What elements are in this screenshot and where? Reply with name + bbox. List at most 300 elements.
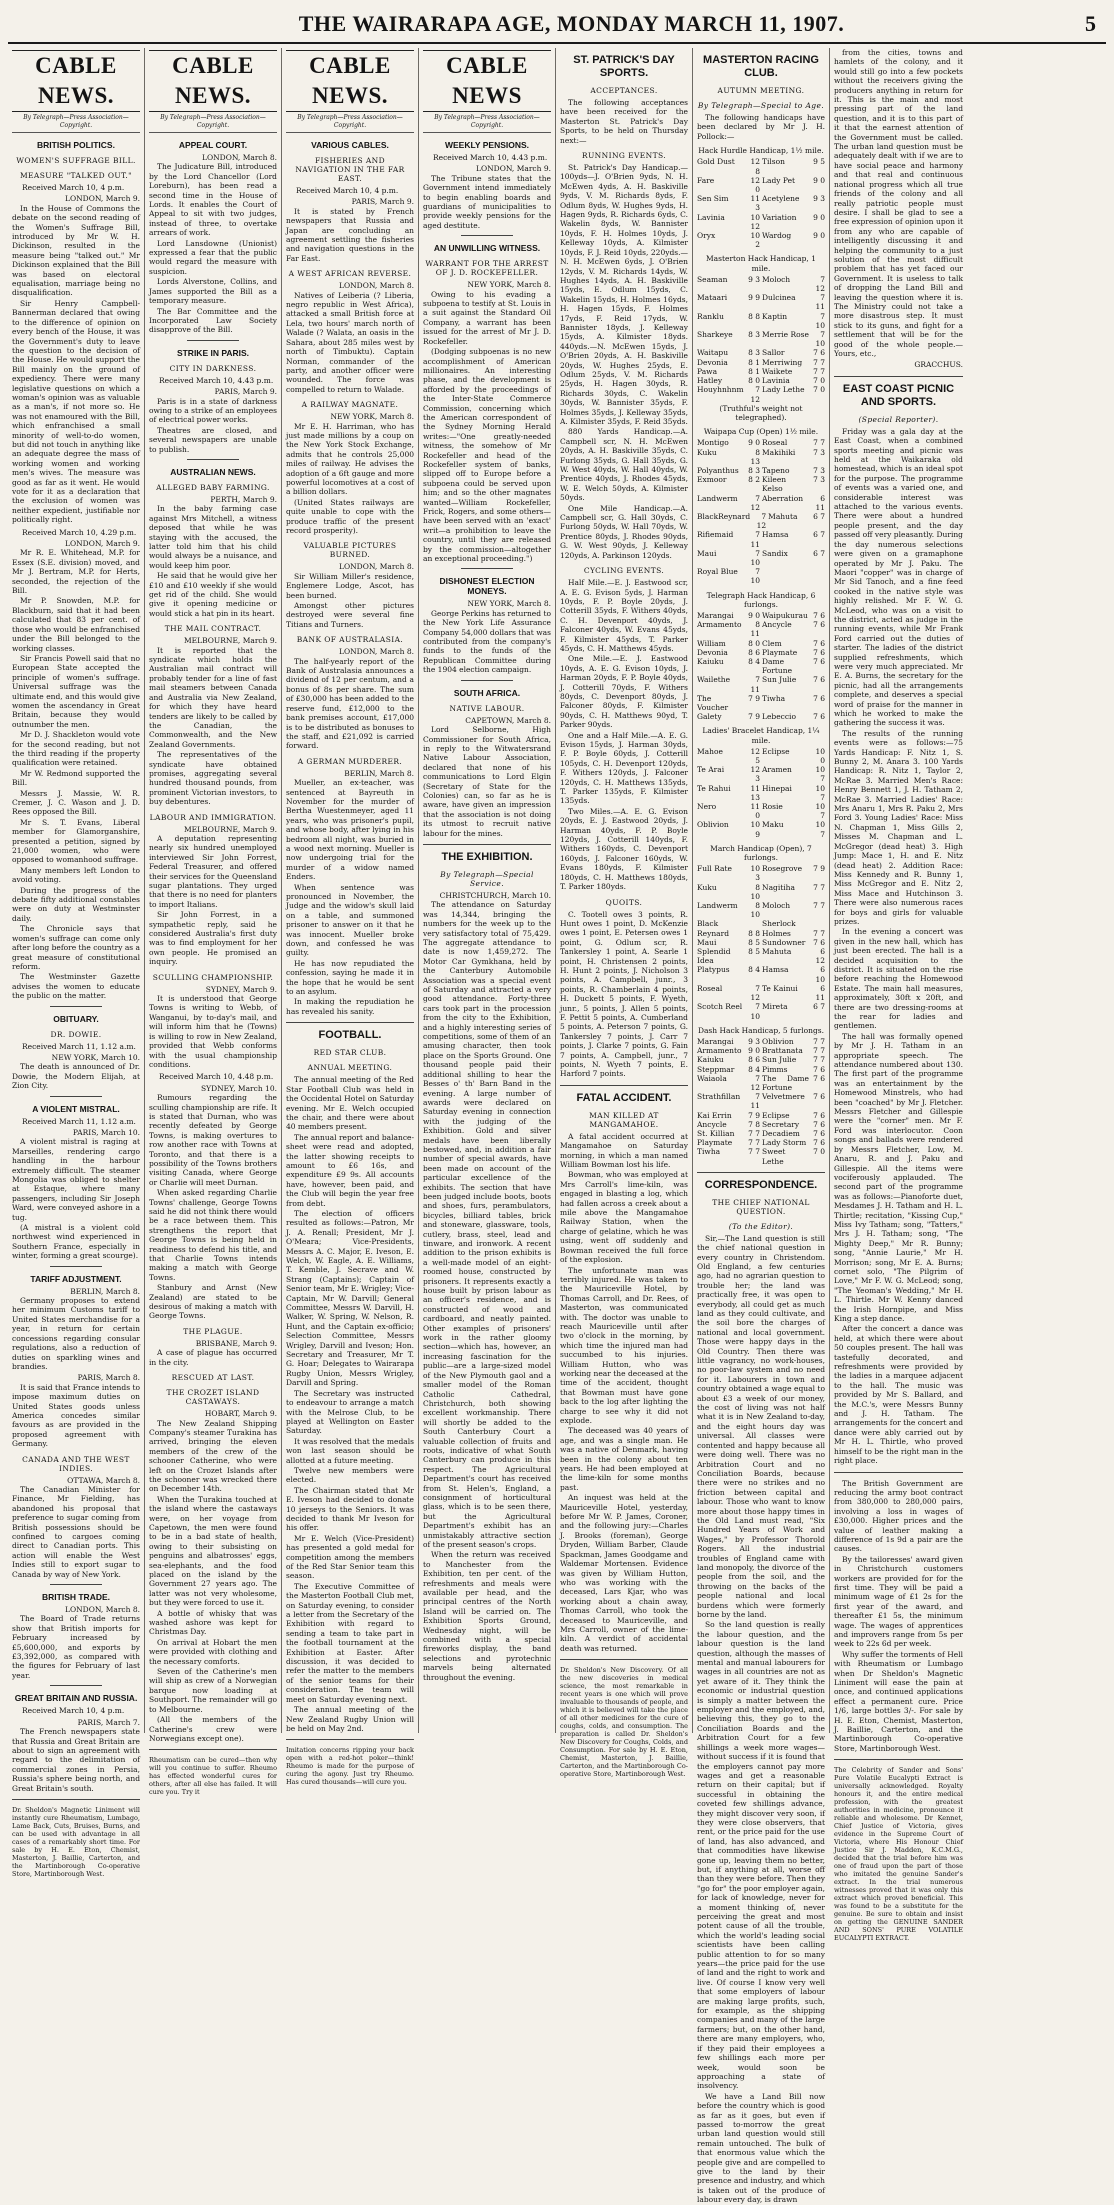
horse-name: Lavinia xyxy=(697,212,725,222)
handicap-weight: 9 0 xyxy=(748,610,760,620)
handicap-weight: 8 3 xyxy=(748,330,760,340)
handicap-weight: 7 11 xyxy=(750,530,760,549)
table-row xyxy=(697,1055,825,1064)
handicap-weight: 7 6 xyxy=(813,647,825,657)
handicap-weight: 7 12 xyxy=(750,385,760,404)
dateline: CHRISTCHURCH, March 10. xyxy=(439,890,551,900)
dateline: LONDON, March 8. xyxy=(64,1605,140,1615)
paragraph: Mr R. E. Whitehead, M.P. for Essex (S.E. division) moved, and Mr J. Bertram, M.P. for Herts, seconded, the rejection of the Bill. xyxy=(12,548,140,596)
handicap-weight: 7 7 xyxy=(813,882,825,892)
handicap-weight: 11 0 xyxy=(750,802,760,821)
table-row xyxy=(697,1046,825,1055)
handicap-weight: 6 7 xyxy=(813,530,825,540)
table-body xyxy=(697,157,825,249)
subheading: VALUABLE PICTURES BURNED. xyxy=(303,541,397,560)
subheading: LABOUR AND IMMIGRATION. xyxy=(149,812,277,822)
horse-name: Marangai xyxy=(697,610,734,620)
section-title: TARIFF ADJUSTMENT. xyxy=(30,1273,122,1284)
table-row xyxy=(697,747,825,765)
horse-name: Kaiuku xyxy=(697,1055,724,1065)
dateline: MELBOURNE, March 9. xyxy=(183,636,277,646)
handicap-weight: 9 0 xyxy=(813,212,825,222)
paragraph: The results of the running events were as follows:—75 Yards Handicap: F. Nitz 1, S. Bunny 2, M. Anara 3. 100 Yards Handicap: R. Nitz 1, Taylor 2, McRae 3. Married Men's Race: Henry Bennett 1, J. H. Tatham 2, McRae 3. Married Ladies' Race: Mrs Anaru 1, Mrs R. Paku 2, Mrs Ford 3. Young Ladies' Race: Miss N. Chapman 1, Miss Gills 2, Misses M. Chapman and L. McGregor (dead heat) 3. High Jump: Mace 1, H. and E. Nitz (dead heat) 2. Addition Race: Miss Kennedy and R. Bunny 1, Miss McGregor and E. Nitz 2, Miss Mace and Hutchinson 3. There were also numerous races for boys and girls for valuable prizes. xyxy=(834,728,963,926)
table-row xyxy=(697,1138,825,1147)
horse-name: Waiaola xyxy=(697,1073,727,1083)
paragraph: Germany proposes to extend her minimum Customs tariff to United States merchandise for a year, in return for certain concessions regarding consular regulations, also a reduction of duties on sparkling wines and brandies. xyxy=(12,1296,140,1371)
paragraph: Mueller, an ex-teacher, was sentenced at Bayreuth in November for the murder of Bertha Wuestenmeyer, aged 11 years, who was prisoner's pupil, and whose body, after lying in his bedroom all night, was buried in a wood next morning. Mueller is now undergoing trial for the murder of a widow named Enders. xyxy=(286,778,414,882)
table-heading: Hack Hurdle Handicap, 1½ mile. xyxy=(698,146,824,156)
handicap-weight: 8 11 xyxy=(750,620,760,639)
horse-name: Ancycle xyxy=(762,620,792,630)
horse-name: Brattanata xyxy=(762,1046,803,1056)
paragraph: A violent mistral is raging at Marseilles, rendering cargo handling in the harbour extremely difficult. The steamer Mongolia was obliged to shelter at Estaque, where many passengers, including Sir Joseph Ward, were conveyed ashore in a tug. xyxy=(12,1137,140,1222)
table-row xyxy=(697,1037,825,1046)
handicap-weight: 9 3 xyxy=(748,274,760,284)
dateline: PARIS, March 9. xyxy=(214,387,277,397)
dateline: BERLIN, March 8. xyxy=(344,768,414,778)
table-row xyxy=(697,448,825,466)
section-title: CORRESPONDENCE. xyxy=(704,1178,818,1191)
horse-name: The Dame Fortune xyxy=(762,1073,809,1092)
paragraph: The Judicature Bill, introduced by the Lord Chancellor (Lord Loreburn), has been read a second time in the House of Lords. It enables the Court of Appeal to sit with two judges, instead of three, to overtake arrears of work. xyxy=(149,162,277,238)
subheading: RED STAR CLUB. xyxy=(313,1048,387,1058)
handicap-weight: 8 10 xyxy=(750,882,760,901)
paragraph: Mr W. Redmond supported the Bill. xyxy=(12,768,140,788)
horse-name: Black xyxy=(697,919,719,929)
dateline: LONDON, March 9. xyxy=(64,539,140,549)
dateline: NEW YORK, March 8. xyxy=(467,599,551,609)
column-7 xyxy=(830,48,967,1943)
table-row xyxy=(697,675,825,693)
horse-name: Rosie xyxy=(762,802,783,812)
divider xyxy=(834,1472,963,1473)
horse-name: Marangai xyxy=(697,1036,734,1046)
table-row xyxy=(697,213,825,231)
paragraph: 880 Yards Handicap.—A. Campbell scr, N. H. McEwen 20yds, A. H. Baskiville 35yds, C. Furlong 35yds, G. Hall 35yds, G. W. West 40yds, W. Hall 40yds, W. Prentice 40yds, J. Rhodes 45yds, W. E. Welch 50yds, A. Kilmister 50yds. xyxy=(560,427,688,503)
horse-name: Dame Fortune xyxy=(762,656,793,676)
paragraph: Bowman, who was employed at Mrs Carroll's lime-kiln, was engaged in blasting a log, which had fallen across a creek about a mile above the Mangamahoe Railway Station, when the charge of gelatine, which he was using, went off suddenly and Bowman received the full force of the explosion. xyxy=(560,1170,688,1265)
handicap-weight: 7 7 xyxy=(813,1055,825,1065)
handicap-weight: 8 5 xyxy=(748,937,760,947)
received-line: Received March 10, 4 p.m. xyxy=(22,183,125,192)
section-title: FOOTBALL. xyxy=(318,1029,382,1042)
paragraph: The election of officers resulted as follows:—Patron, Mr J. A. Renall; President, Mr J. O'Meara; Vice-Presidents, Messrs A. C. Major, E. Iveson, E. Welch, W. Eagle, A. E. Williams, T. Kemble, J. Secrave and W. Strang (Captains); Captain of Senior team, Mr E. Wrigley; Vice-Captain, Mr W. Darvill; General Committee, Messrs W. Darvill, H. Walker, W. Spring, W. Nelson, R. Hunt, and the Captain ex-officio; Selection Committee, Messrs Wrigley, Darvill and Iveson; Hon. Secretary and Treasurer, Mr T. G. Hoar; Delegates to Wairarapa Rugby Union, Messrs Wrigley, Darvill and Spring. xyxy=(286,1208,414,1388)
divider xyxy=(50,1266,101,1267)
paragraph: The unfortunate man was terribly injured. He was taken to the Mauriceville Hotel, by Thomas Carroll, and Dr. Rees, of Masterton, was communicated with. The doctor was unable to reach Mauriceville until after two o'clock in the morning, by which time the injured man had succumbed to his injuries. William Hutton, who was working near the deceased at the time of the accident, thought that Bowman must have gone back to the log after lighting the charge to see why it did not explode. xyxy=(560,1265,688,1425)
table-row xyxy=(697,466,825,475)
subheading: THE PLAGUE. xyxy=(183,1326,243,1336)
paragraph: Mr D. J. Shackleton would vote for the second reading, but not the third reading if the property qualification were retained. xyxy=(12,730,140,768)
table-heading: Masterton Hack Handicap, 1 mile. xyxy=(706,254,816,273)
subheading: A GERMAN MURDERER. xyxy=(297,756,403,766)
horse-name: Holmes xyxy=(762,928,791,938)
horse-name: Kai Errin xyxy=(697,1110,732,1120)
paragraph: Why suffer the torments of Hell with Rheumatism or Lumbago when Dr Sheldon's Magnetic Liniment will ease the pain at once, and continued applications effect a permanent cure. Price 1/6, large bottles 3/-. For sale by H. E. Eton, Chemist, Masterton, J. Baillie, Carterton, and the Martinborough Co-operative Store, Martinborough West. xyxy=(834,1649,963,1753)
masthead-title: THE WAIRARAPA AGE, MONDAY MARCH 11, 1907. xyxy=(298,11,845,36)
divider xyxy=(286,1739,414,1740)
paragraph: When sentence was pronounced in November, the Judge and the widow's skull laid on a table, and summoned prisoner to answer on it that he was innocent. Mueller broke down, and confessed he was guilty. xyxy=(286,882,414,958)
handicap-weight: 7 6 xyxy=(813,675,825,685)
paragraph: The Bar Committee and the Incorporated Law Society disapprove of the Bill. xyxy=(149,306,277,335)
table-heading: March Handicap (Open), 7 furlongs. xyxy=(710,843,812,863)
horse-name: Oryx xyxy=(697,231,716,241)
paragraph: Sir John Forrest, in a sympathetic reply, said he considered Australia's first duty was to find employment for her own people. He promised an inquiry. xyxy=(149,910,277,967)
received-line: Received March 10, 4 p.m. xyxy=(296,186,399,195)
section-title: OBITUARY. xyxy=(53,1013,99,1024)
dateline: NEW YORK, March 8. xyxy=(330,412,414,422)
horse-name: Strathfillan xyxy=(697,1092,741,1102)
table-row xyxy=(697,157,825,175)
handicap-weight: 7 11 xyxy=(815,293,825,312)
cable-news-heading: CABLE NEWS. xyxy=(286,50,414,112)
horse-name: Te Kainui xyxy=(762,983,798,993)
table-row xyxy=(697,348,825,357)
table-row xyxy=(697,947,825,965)
signature: GRACCHUS. xyxy=(914,360,963,370)
paragraph: The Board of Trade returns show that British imports for February increased by £5,600,000, and exports by £3,392,000, as compared with the figures for February of last year. xyxy=(12,1614,140,1680)
horse-name: Landwerm xyxy=(697,493,738,503)
advertisement: Dr. Sheldon's New Discovery. Of all the new discoveries in medical science, the most remarkable in recent years is one which will prove invaluable to thousands of people, and which it is believed will take the place of all other medicines for the cure of coughs, colds, and consumption. The preparation is called Dr. Sheldon's New Discovery for Coughs, Colds, and Consumption. For sale by H. E. Eton, Chemist, Masterton, J. Baillie, Carterton, and the Martinborough Co-operative Store, Martinborough West. xyxy=(560,1666,688,1779)
column-6 xyxy=(693,48,830,2205)
section-title: AN UNWILLING WITNESS. xyxy=(433,243,541,254)
handicap-weight: 6 11 xyxy=(815,983,825,1003)
section-title: VARIOUS CABLES. xyxy=(311,140,389,150)
horse-name: Sharkeye xyxy=(697,330,733,340)
horse-name: Roseal xyxy=(697,983,723,993)
handicap-weight: 7 6 xyxy=(813,1064,825,1074)
paragraph: Lord Selborne, High Commissioner for South Africa, in reply to the Witwatersrand Native Labour Association, declared that none of his communications to Lord Elgin (Secretary of State for the Colonies) can, so far as he is aware, have given an impression that the association is not doing its utmost to recruit native labour for the mines. xyxy=(423,725,551,838)
paragraph: (A mistral is a violent cold northwest wind experienced in Southern France, especially in winter, forming a great scourge). xyxy=(12,1223,140,1261)
byline: By Telegraph—Press Association—Copyright. xyxy=(423,114,551,133)
horse-name: Lavinia xyxy=(762,376,790,386)
table-heading: Telegraph Hack Handicap, 6 furlongs. xyxy=(706,590,816,609)
horse-name: Fare xyxy=(697,175,715,185)
paragraph: During the progress of the debate fifty additional constables were on duty at Westminster daily. xyxy=(12,885,140,923)
divider xyxy=(50,1584,101,1585)
handicap-weight: 7 3 xyxy=(813,475,825,485)
paragraph: Many members left London to avoid voting. xyxy=(12,865,140,885)
table-row xyxy=(697,1147,825,1165)
paragraph: The annual report and balance-sheet were read and adopted, the latter showing receipts to amount to £6 16s, and expenditure £9 9s. All accounts have, however, been paid, and the Club will begin the year free from debt. xyxy=(286,1132,414,1208)
table-body xyxy=(697,438,825,585)
paragraph: Owing to his evading a subpoena to testify at St. Louis in a suit against the Standard Oil Company, a warrant has been issued for the arrest of Mr J. D. Rockefeller. xyxy=(423,289,551,346)
handicap-weight: 12 8 xyxy=(750,157,760,176)
divider xyxy=(50,1096,101,1097)
horse-name: Steppmar xyxy=(697,1064,735,1074)
table-row xyxy=(697,620,825,638)
paragraph: Friday was a gala day at the East Coast, when a combined sports meeting and picnic was held at the Waikaraka old homestead, which is an ideal spot for the purpose. The programme of events was a varied one, and considerable interest was attached to the various events. There were about a hundred people present, and the day passed off very pleasantly. During the day numerous selections were given on a gramaphone operated by Mr J. Paku. The Maori "copper" was in charge of Mr Sid Tanoch, and a fine feed cooked in the native style was highly relished. Mr F. W. G. McLeod, who was on a visit to the district, acted as judge in the running events, while Mr Frank Ford carried out the duties of starter. The ladies of the district supplied refreshments, which were very much appreciated. Mr E. A. Burns, the secretary for the picnic, had all the arrangements complete, and deserves a special word of praise for the manner in which he worked to make the gathering the success it was. xyxy=(834,426,963,728)
horse-name: Wailethe xyxy=(697,675,731,685)
paragraph: A fatal accident occurred at Mangamahoe on Saturday morning, in which a man named William Bowman lost his life. xyxy=(560,1131,688,1170)
paragraph: Rumours regarding the sculling championship are rife. It is stated that Durnan, who was recently defeated by George Towns, is making overtures to row another race with Towns at Toronto, and that there is a possibility of the Towns brothers visiting Canada, where George or Charlie will meet Durnan. xyxy=(149,1093,277,1187)
horse-name: Waipukurau xyxy=(762,610,808,620)
handicap-weight: 6 7 xyxy=(813,548,825,558)
dateline: LONDON, March 9. xyxy=(475,164,551,174)
received-line: Received March 10, 4.48 p.m. xyxy=(159,1072,274,1082)
horse-name: Mireta xyxy=(762,1002,788,1012)
paragraph: The following handicaps have been declared by Mr J. H. Pollock:— xyxy=(697,113,825,141)
horse-name: Kaptin xyxy=(762,311,788,321)
horse-name: Seaman xyxy=(697,274,728,284)
paragraph: Lord Lansdowne (Unionist) expressed a fear that the public would regard the measure with suspicion. xyxy=(149,238,277,276)
horse-name: Te Arai xyxy=(697,765,725,775)
table-row xyxy=(697,883,825,901)
paragraph: After the concert a dance was held, at which there were about 50 couples present. The hall was tastefully decorated, and refreshments were provided by the ladies in a marquee adjacent to the hall. The music was provided by Mr S. Ballard, and the M.C.'s, were Messrs Bunny and J. H. Tatham. The arrangements for the concert and dance were ably carried out by Mr H. L. Thirtle, who proved himself to be the right man in the right place. xyxy=(834,1324,964,1466)
paragraph: Mr E. H. Harriman, who has just made millions by a coup on the New York Stock Exchange, admits that he controls 25,000 miles of railway. He advises the adoption of a 6ft gauge and more powerful locomotives at a cost of a billion dollars. xyxy=(286,421,414,497)
handicap-weight: 8 4 xyxy=(748,1064,760,1074)
table-row xyxy=(697,820,825,838)
horse-name: Scotch Reel xyxy=(697,1002,743,1012)
handicap-weight: 8 3 xyxy=(748,465,760,475)
subheading: QUOITS. xyxy=(605,897,643,907)
dateline: SYDNEY, March 10. xyxy=(201,1083,277,1093)
section-title: APPEAL COURT. xyxy=(178,140,248,150)
received-line: Received March 10, 4.43 p.m. xyxy=(159,375,274,385)
horse-name: Polyanthus xyxy=(697,465,739,475)
divider xyxy=(12,1799,140,1800)
table-row xyxy=(697,929,825,938)
paragraph: The death is announced of Dr. Dowie, the Modern Elijah, at Zion City. xyxy=(12,1062,140,1091)
handicap-weight: 7 10 xyxy=(815,311,825,330)
dateline: BERLIN, March 8. xyxy=(70,1286,140,1296)
handicap-weight: 8 2 xyxy=(748,475,760,485)
horse-name: Clem xyxy=(762,638,782,648)
dateline: LONDON, March 8. xyxy=(201,153,277,162)
horse-name: Tiwha xyxy=(697,1147,721,1157)
horse-name: Velvetmere xyxy=(762,1092,805,1102)
handicap-weight: 7 7 xyxy=(748,1138,760,1148)
handicap-weight: 7 7 xyxy=(813,1036,825,1046)
horse-name: Galety xyxy=(697,712,722,722)
horse-name: Eclipse xyxy=(762,1110,790,1120)
table-row xyxy=(697,293,825,311)
paragraph: It is said that France intends to impose maximum duties on United States goods unless America concedes similar favours as are provided in the proposed agreement with Germany. xyxy=(12,1382,140,1449)
masthead xyxy=(8,6,1106,44)
received-line: Received March 10, 4 p.m. xyxy=(22,1706,125,1716)
horse-name: Rifiemaid xyxy=(697,530,734,540)
table-row xyxy=(697,965,825,983)
subheading: WARRANT FOR THE ARREST OF J. D. ROCKEFELLER. xyxy=(425,259,549,278)
section-title: BRITISH POLITICS. xyxy=(37,140,115,150)
table-row xyxy=(697,231,825,249)
horse-name xyxy=(762,567,809,585)
divider xyxy=(286,1022,414,1023)
section-title: ST. PATRICK'S DAY SPORTS. xyxy=(573,54,675,79)
horse-name: Maku xyxy=(762,820,784,830)
horse-name: Sweet Lethe xyxy=(762,1147,786,1166)
table-row xyxy=(697,784,825,802)
horse-name: Wardog xyxy=(762,231,792,241)
paragraph: When asked regarding Charlie Towns' challenge, George Towns said he did not think there would be a race between them. This strengthens the report that George Towns is being held in readiness to defend his title, and that Charlie Towns intends making a match with George Towns. xyxy=(149,1188,277,1282)
handicap-weight: 7 10 xyxy=(750,567,760,586)
paragraph: On arrival at Hobart the men were provided with clothing and the necessary comforts. xyxy=(149,1637,277,1666)
paragraph: It is understood that George Towns is writing to Webb, of Wanganui, by to-day's mail, and will inform him that he (Towns) is willing to row in New Zealand, provided that Webb conforms with the usual championship conditions. xyxy=(149,994,277,1069)
horse-name: Mahuta xyxy=(768,511,798,521)
handicap-weight: 7 6 xyxy=(813,1073,825,1083)
table-row xyxy=(697,1092,825,1110)
dateline: OTTAWA, March 8. xyxy=(67,1475,140,1485)
handicap-weight xyxy=(811,567,825,585)
dateline: MELBOURNE, March 9. xyxy=(183,824,277,834)
dateline: NEW YORK, March 8. xyxy=(467,280,551,290)
horse-name: Reynard xyxy=(697,928,730,938)
subheading: CITY IN DARKNESS. xyxy=(169,363,257,373)
table-row xyxy=(697,275,825,293)
paragraph: Mr P. Snowden, M.P. for Blackburn, said that it had been calculated that 83 per cent. of those who would be enfranchised under the Bill belonged to the working classes. xyxy=(12,596,140,653)
divider xyxy=(461,235,512,236)
table-heading: Ladies' Bracelet Handicap, 1¼ mile. xyxy=(702,726,820,745)
handicap-weight: 6 7 xyxy=(813,511,825,521)
handicap-weight: 7 3 xyxy=(813,465,825,475)
table-row xyxy=(697,1065,825,1074)
paragraph: George Perkins has returned to the New York Life Assurance Company 54,000 dollars that was contributed from the company's funds to the funds of the Republican Committee during the 1904 election campaign. xyxy=(423,608,551,675)
paragraph: Theatres are closed, and several newspapers are unable to publish. xyxy=(149,425,277,454)
table-row xyxy=(697,1120,825,1129)
received-line: Received March 11, 1.12 a.m. xyxy=(22,1041,136,1051)
table-row xyxy=(697,694,825,712)
paragraph: The Executive Committee of the Masterton Football Club met, on Saturday evening, to consider a letter from the Secretary of the Exhibition with regard to sending a team to take part in the football tournament at the Exhibition at Easter. After discussion, it was decided to refer the matter to the members of the senior teams for their consideration. The team will meet on Saturday evening next. xyxy=(286,1581,414,1704)
horse-name: Tiwha xyxy=(762,693,786,703)
horse-name: Playmate xyxy=(697,1138,733,1148)
handicap-weight: 7 6 xyxy=(813,610,825,620)
subheading: MEASURE "TALKED OUT." xyxy=(19,171,133,180)
horse-name: Royal Blue xyxy=(697,567,738,577)
handicap-weight: 9 0 xyxy=(748,1046,760,1056)
table-row xyxy=(697,802,825,820)
horse-name: Sandix xyxy=(762,548,788,558)
handicap-weight: 11 3 xyxy=(750,194,760,213)
paragraph: He has now repudiated the confession, saying he made it in the hope that he would be sent to an asylum. xyxy=(286,958,414,997)
horse-name: Sallor xyxy=(762,348,785,358)
horse-name: Sun Julie xyxy=(762,1055,797,1065)
paragraph: Seven of the Catherine's men will ship as crew of a Norwegian barque now loading at Southport. The remainder will go to Melbourne. xyxy=(149,1667,277,1714)
horse-name: Lady Lethe xyxy=(762,385,805,395)
handicap-weight: 12 5 xyxy=(750,746,760,766)
horse-name: Oblivion xyxy=(697,820,729,830)
table-row xyxy=(697,475,825,493)
table-row xyxy=(697,1129,825,1138)
section-title: AUSTRALIAN NEWS. xyxy=(170,466,256,477)
subheading: THE CROZET ISLAND CASTAWAYS. xyxy=(166,1388,260,1407)
dateline: PARIS, March 9. xyxy=(351,197,414,207)
table-row xyxy=(697,385,825,403)
subheading: MAN KILLED AT MANGAMAHOE. xyxy=(589,1110,659,1129)
handicap-weight: 9 3 xyxy=(813,194,825,204)
paragraph: One Mile Handicap.—A. Campbell scr, G. Hall 30yds, C. Furlong 50yds, W. Hall 70yds, W. Prentice 80yds, J. Rhodes 90yds, G. W. West 90yds, J. Kelleway 120yds, A. Parkinson 120yds. xyxy=(560,503,688,560)
table-row xyxy=(697,549,825,567)
horse-name: Kuku xyxy=(697,882,717,892)
divider xyxy=(560,1659,688,1660)
handicap-weight: 8 6 xyxy=(748,647,760,657)
handicap-weight: 7 7 xyxy=(813,366,825,376)
horse-name: Maui xyxy=(697,937,717,947)
paragraph: It was resolved that the medals won last season should be allotted at a future meeting. xyxy=(286,1436,414,1465)
dateline: BRISBANE, March 9. xyxy=(195,1338,277,1348)
handicap-weight: 8 4 xyxy=(748,965,760,975)
divider xyxy=(461,680,512,681)
horse-name: Nagitiha xyxy=(762,882,795,892)
advertisement: Dr. Sheldon's Magnetic Liniment will instantly cure Rheumatism, Lumbago, Lame Back, Cuts, Bruises, Burns, and can be used with advantage in all cases of a remarkably short time. For sale by H. E. Eton, Chemist, Masterton, J. Baillie, Carterton, and the Martinborough Co-operative Store, Martinborough West. xyxy=(12,1805,140,1878)
subheading: AUTUMN MEETING. xyxy=(717,86,805,95)
paragraph: C. Tootell owes 3 points, R. Hunt owes 1 point, D. McKenzie owes 1 point, E. Petersen owes 1 point, G. Odlum scr, R. Tankersley 1 point, A. Searle 1 point, H. Christensen 2 points, H. Hunt 2 points, J. Nicholson 3 points, A. Campbell, junr., 3 points, R. Chamberlain 4 points, H. Duckett 5 points, F. Wyeth, junr., 5 points, J. Allen 5 points, F. Pettit 5 points, A. Cumberland 5 points, A. Peterson 7 points, G. Tankersley 7 points, J. Carr 7 points, J. Clarke 7 points, G. Fain 7 points, A. Campbell, junr., 7 points, N. Wyeth 7 points, E. Harford 7 points. xyxy=(560,909,688,1079)
subheading: SCULLING CHAMPIONSHIP. xyxy=(152,972,274,982)
horse-name: William xyxy=(697,638,726,648)
paragraph: The deceased was 40 years of age, and was a single man. He was a native of Denmark, having been in the colony about ten years. He had been employed at the lime-kiln for some months past. xyxy=(560,1426,688,1492)
handicap-table xyxy=(697,146,825,1166)
horse-name: Aramen xyxy=(762,765,792,775)
paragraph: Half Mile.—E. J. Eastwood scr, A. E. G. Evison 5yds, J. Harman 10yds, F. P. Boyle 20yds, J. Cotterill 35yds, F. Withers 40yds, C. H. Devenport 40yds, J. Falconer 40yds, W. Evans 45yds, F. Kilmister 45yds, T. Parker 45yds, C. H. Matthews 45yds. xyxy=(560,578,688,653)
horse-name: Dulcinea xyxy=(762,293,796,303)
handicap-weight: 7 6 xyxy=(813,1092,825,1102)
handicap-weight: 12 0 xyxy=(750,175,760,195)
horse-name: Moloch xyxy=(762,901,791,911)
handicap-weight: 7 9 xyxy=(748,712,760,722)
advertisement: Rheumatism can be cured—then why will you continue to suffer. Rheumo has effected wonderful cures for others, after all else has failed. It will cure you. Try it xyxy=(149,1756,277,1797)
horse-name: Secretary xyxy=(762,1119,800,1129)
handicap-weight xyxy=(746,919,760,928)
byline: By Telegraph—Press Association—Copyright. xyxy=(12,114,140,133)
handicap-weight: 7 12 xyxy=(750,493,760,512)
handicap-weight: 9 0 xyxy=(813,175,825,185)
subheading: RESCUED AT LAST. xyxy=(171,1373,255,1383)
horse-name: Maui xyxy=(697,548,717,558)
dateline: NEW YORK, March 10. xyxy=(51,1052,140,1062)
table-row xyxy=(697,330,825,348)
divider xyxy=(834,1759,963,1760)
divider xyxy=(461,568,512,569)
handicap-weight: 10 7 xyxy=(815,820,825,839)
paragraph: Sir Henry Campbell-Bannerman declared that owing to the difference of opinion on every bench of the House, it was the Government's duty to leave the question to the decision of the House. He would support the Bill mainly on the ground of expediency. There were many legislative questions on which a woman's opinion was as valuable as a man's, if not more so. He was not enamoured with the Bill, which enfranchised a small minority of well-to-do women, but did not touch in anything like an adequate degree the mass of working women and working men's wives. The measure was good as far as it went. He would vote for it as a declaration that the exclusion of women was neither expedient, justifiable nor politically right. xyxy=(12,298,140,525)
handicap-weight: 7 11 xyxy=(750,675,760,694)
handicap-weight: 7 12 xyxy=(750,1073,760,1092)
subheading: A RAILWAY MAGNATE. xyxy=(301,400,399,410)
received-line: Received March 10, 4.29 p.m. xyxy=(22,527,137,537)
horse-name: Mahoe xyxy=(697,746,723,756)
handicap-weight: 7 9 xyxy=(748,1110,760,1120)
horse-name: Waitapu xyxy=(697,348,729,358)
byline: By Telegraph—Special to Age. xyxy=(697,101,825,110)
cable-news-heading: CABLE NEWS xyxy=(423,50,551,112)
table-row xyxy=(697,512,825,530)
table-body xyxy=(697,275,825,404)
horse-name: Devonia xyxy=(697,647,728,657)
table-row xyxy=(697,901,825,919)
paragraph: The Canadian Minister for Finance, Mr Fielding, has abandoned his proposal that preference to sugar coming from British possessions should be confined to cargoes coming direct to Canadian ports. This action will enable the West Indies still to export sugar to Canada by way of New York. xyxy=(12,1484,140,1579)
table-note: (Truthful's weight not telegraphed). xyxy=(719,403,803,422)
paragraph: A bottle of whisky that was washed ashore was kept for Christmas Day. xyxy=(149,1608,277,1637)
paragraph: In the evening a concert was given in the new hall, which has just been erected. The hall is a decided acquisition to the district. It is situated on the rise before reaching the Homewood Estate. The main hall measures, approximately, 30ft x 20ft, and there are two dressing-rooms at the rear for ladies and gentlemen. xyxy=(834,927,963,1031)
paragraph: (United States railways are quite unable to cope with the produce traffic of the present record prosperity). xyxy=(286,497,414,535)
column-5 xyxy=(556,48,693,1779)
handicap-weight: 7 12 xyxy=(756,511,767,531)
table-body xyxy=(697,747,825,839)
horse-name: Playmate xyxy=(762,647,798,657)
paragraph: The annual meeting of the Red Star Football Club was held in the Occidental Hotel on Saturday evening. Mr E. Welch occupied the chair, and there were about 40 members present. xyxy=(286,1075,414,1132)
advertisement: The Celebrity of Sander and Sons' Pure Volatile Eucalypti Extract is universally acknowledged. Royalty honours it, and the entire medical profession, with the greatest authorities in medicine, pronounce it reliable and wholesome. Dr Kennet, Chief Justice of Victoria, gives evidence in the Supreme Court of Victoria, where His Honour Chief Justice Sir J. Madden, K.C.M.G., decided that the trial before him was one of fraud upon the part of those who imitated the genuine Sander's extract. In the trial numerous witnesses proved that it was only this extract which proved beneficial. This was found to be a substitute for the genuine. Be sure to obtain and insist on getting the GENUINE SANDER AND SONS' PURE VOLATILE EUCALYPTI EXTRACT. xyxy=(834,1766,963,1943)
handicap-weight: 7 6 xyxy=(813,693,825,703)
table-row xyxy=(697,611,825,620)
section-title: EAST COAST PICNIC AND SPORTS. xyxy=(842,382,955,408)
paragraph: The British Government are reducing the army boot contract from 380,000 to 280,000 pairs, involving a loss in wages of £30,000. Higher prices and the value of leather making a difference of 1s 9d a pair are the causes. xyxy=(834,1478,963,1554)
dateline: PERTH, March 9. xyxy=(210,494,277,504)
horse-name: Exmoor xyxy=(697,475,727,485)
paragraph: Sir,—The Land question is still the chief national question in every country in Christendom. Old England, a few centuries ago, had no agrarian question to trouble her; the land was practically free, it was open to everybody, all could get as much land as they could cultivate, and the soil bore the charges of national and local government. Those were happy days in the Old Country. Then there was little vagrancy, no work-houses, no poor-law system and no need for it. Labourers in town and country obtained a wage equal to about £3 a week of our money, the cost of living was not half what it is in New Zealand to-day, and the eight hours day was universal. All classes were contented and happy because all were doing well. There was no Arbitration Court and no Conciliation Boards, because there were no strikes and no friction between capital and labour. Those who want to know more about those happy times in the Old Land must read, "Six Hundred Years of Work and Wages," by Professor Thorold Rogers. All the industrial troubles of England came with land monopoly, the divorce of the people from the soil, and the throwing on the backs of the people national and local burdens which were formerly borne by the land. xyxy=(697,1233,825,1619)
divider xyxy=(423,844,551,845)
handicap-weight: 10 9 xyxy=(750,820,760,839)
handicap-weight: 10 12 xyxy=(750,212,760,231)
table-row xyxy=(697,376,825,385)
table-row xyxy=(697,494,825,512)
